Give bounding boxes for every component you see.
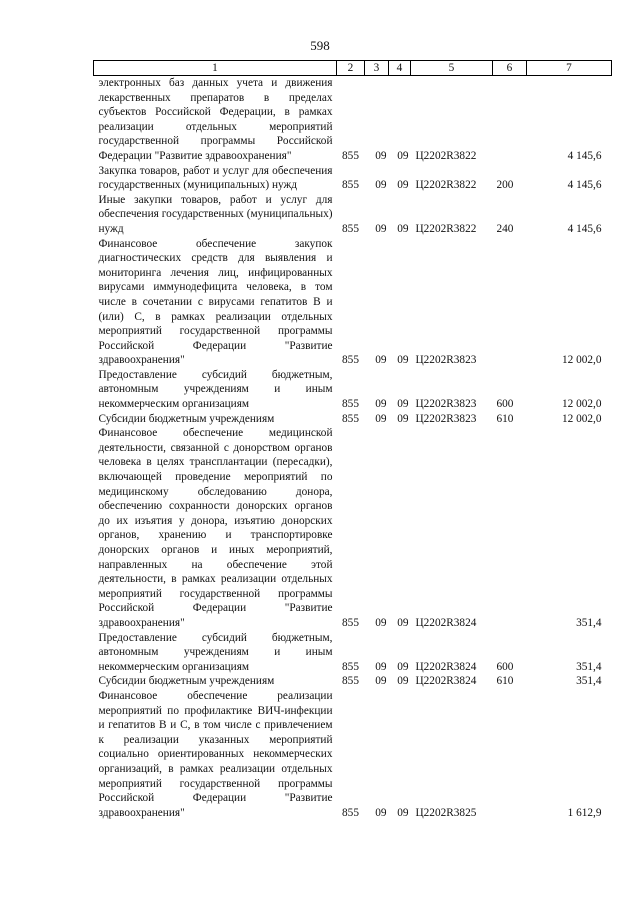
- row-subsection: 09: [397, 222, 409, 235]
- row-expense-type: 240: [496, 222, 514, 235]
- row-amount: 351,4: [576, 675, 602, 688]
- row-section: 09: [375, 398, 387, 411]
- row-target-article: Ц2202R3824: [415, 675, 477, 688]
- row-amount: 1 612,9: [567, 806, 602, 819]
- row-admin-code: 855: [342, 149, 359, 162]
- row-target-article: Ц2202R3825: [415, 806, 477, 819]
- row-amount: 4 145,6: [567, 222, 602, 235]
- row-target-article: Ц2202R3823: [415, 412, 477, 425]
- row-admin-code: 855: [342, 660, 359, 673]
- row-expense-type: [493, 426, 527, 630]
- column-number-header: [94, 61, 612, 76]
- row-amount: 12 002,0: [561, 398, 602, 411]
- row-admin-code: 855: [342, 354, 359, 367]
- header-col-2: 2: [337, 61, 365, 76]
- row-admin-code: 855: [342, 806, 359, 819]
- row-amount: 12 002,0: [561, 354, 602, 367]
- row-amount: 351,4: [576, 660, 602, 673]
- row-name: Финансовое обеспечение медицинской деятельности, связанной с донорством органов человека в целях трансплантации (пересадки), включающей проведение мероприятий по медицинскому обследованию донора, обеспечению сохранности донорских органов до их изъятия у донора, изъятию донорских органов, хранению и транспортировке донорских органов и иных мероприятий, направленных на обеспечение этой деятельности, в рамках реализации отдельных мероприятий государственной программы Российской Федерации "Развитие здравоохранения": [98, 427, 333, 629]
- row-subsection: 09: [397, 660, 409, 673]
- row-name: Иные закупки товаров, работ и услуг для обеспечения государственных (муниципальных) нужд: [98, 193, 333, 235]
- row-subsection: 09: [397, 616, 409, 629]
- row-expense-type: 610: [496, 675, 514, 688]
- row-subsection: 09: [397, 398, 409, 411]
- table-row: [94, 76, 612, 164]
- row-name: Финансовое обеспечение реализации мероприятий по профилактике ВИЧ-инфекции и гепатитов В и С, в том числе с привлечением к реализации указанных мероприятий социально ориентированных некоммерческих организаций, в рамках реализации отдельных мероприятий государственной программы Российской Федерации "Развитие здравоохранения": [98, 689, 333, 819]
- row-expense-type: 600: [496, 398, 514, 411]
- row-expense-type: 200: [496, 179, 514, 192]
- row-subsection: 09: [397, 412, 409, 425]
- row-name: Предоставление субсидий бюджетным, автономным учреждениям и иным некоммерческим организациям: [98, 631, 333, 673]
- row-section: 09: [375, 616, 387, 629]
- row-section: 09: [375, 354, 387, 367]
- row-amount: 351,4: [576, 616, 602, 629]
- row-expense-type: [493, 76, 527, 164]
- page-number: 598: [310, 38, 330, 53]
- table-row: [94, 368, 612, 412]
- row-section: 09: [375, 179, 387, 192]
- row-target-article: Ц2202R3822: [415, 222, 477, 235]
- row-admin-code: 855: [342, 616, 359, 629]
- row-admin-code: 855: [342, 675, 359, 688]
- row-admin-code: 855: [342, 222, 359, 235]
- row-name: Финансовое обеспечение закупок диагностических средств для выявления и мониторинга лечения лиц, инфицированных вирусами иммунодефицита человека, в том числе в сочетании с вирусами гепатитов В и (или) С, в рамках реализации отдельных мероприятий государственной программы Российской Федерации "Развитие здравоохранения": [98, 237, 333, 367]
- header-col-6: 6: [493, 61, 527, 76]
- row-section: 09: [375, 222, 387, 235]
- row-name: Предоставление субсидий бюджетным, автономным учреждениям и иным некоммерческим организациям: [98, 368, 333, 411]
- row-section: 09: [375, 806, 387, 819]
- row-expense-type: 600: [496, 660, 514, 673]
- row-name: Субсидии бюджетным учреждениям: [98, 675, 275, 688]
- row-subsection: 09: [397, 354, 409, 367]
- table-row: [94, 426, 612, 630]
- row-target-article: Ц2202R3824: [415, 616, 477, 629]
- row-expense-type: [493, 237, 527, 368]
- row-target-article: Ц2202R3823: [415, 398, 477, 411]
- row-subsection: 09: [397, 179, 409, 192]
- row-expense-type: [493, 689, 527, 820]
- row-subsection: 09: [397, 149, 409, 162]
- row-name: электронных баз данных учета и движения лекарственных препаратов в пределах субъектов Российской Федерации, в рамках реализации отдельных мероприятий государственной программы Российской Федерации "Развитие здравоохранения": [98, 77, 333, 162]
- row-admin-code: 855: [342, 412, 359, 425]
- table-row: [94, 412, 612, 427]
- row-name: Закупка товаров, работ и услуг для обеспечения государственных (муниципальных) нужд: [98, 164, 333, 192]
- row-section: 09: [375, 660, 387, 673]
- header-col-7: 7: [527, 61, 612, 76]
- table-body: [94, 76, 612, 821]
- table-row: [94, 164, 612, 193]
- budget-table: [93, 60, 612, 820]
- header-col-4: 4: [389, 61, 411, 76]
- table-row: [94, 631, 612, 675]
- row-admin-code: 855: [342, 398, 359, 411]
- row-target-article: Ц2202R3822: [415, 149, 477, 162]
- row-section: 09: [375, 149, 387, 162]
- row-amount: 4 145,6: [567, 179, 602, 192]
- row-target-article: Ц2202R3823: [415, 354, 477, 367]
- row-section: 09: [375, 412, 387, 425]
- row-target-article: Ц2202R3824: [415, 660, 477, 673]
- row-section: 09: [375, 675, 387, 688]
- table-row: [94, 193, 612, 237]
- table-row: [94, 237, 612, 368]
- table-row: [94, 674, 612, 689]
- row-target-article: Ц2202R3822: [415, 179, 477, 192]
- row-amount: 12 002,0: [561, 412, 602, 425]
- row-subsection: 09: [397, 675, 409, 688]
- row-name: Субсидии бюджетным учреждениям: [98, 412, 275, 425]
- table-row: [94, 689, 612, 820]
- header-col-5: 5: [411, 61, 493, 76]
- row-expense-type: 610: [496, 412, 514, 425]
- row-amount: 4 145,6: [567, 149, 602, 162]
- row-admin-code: 855: [342, 179, 359, 192]
- header-col-1: 1: [94, 61, 337, 76]
- row-subsection: 09: [397, 806, 409, 819]
- header-col-3: 3: [365, 61, 389, 76]
